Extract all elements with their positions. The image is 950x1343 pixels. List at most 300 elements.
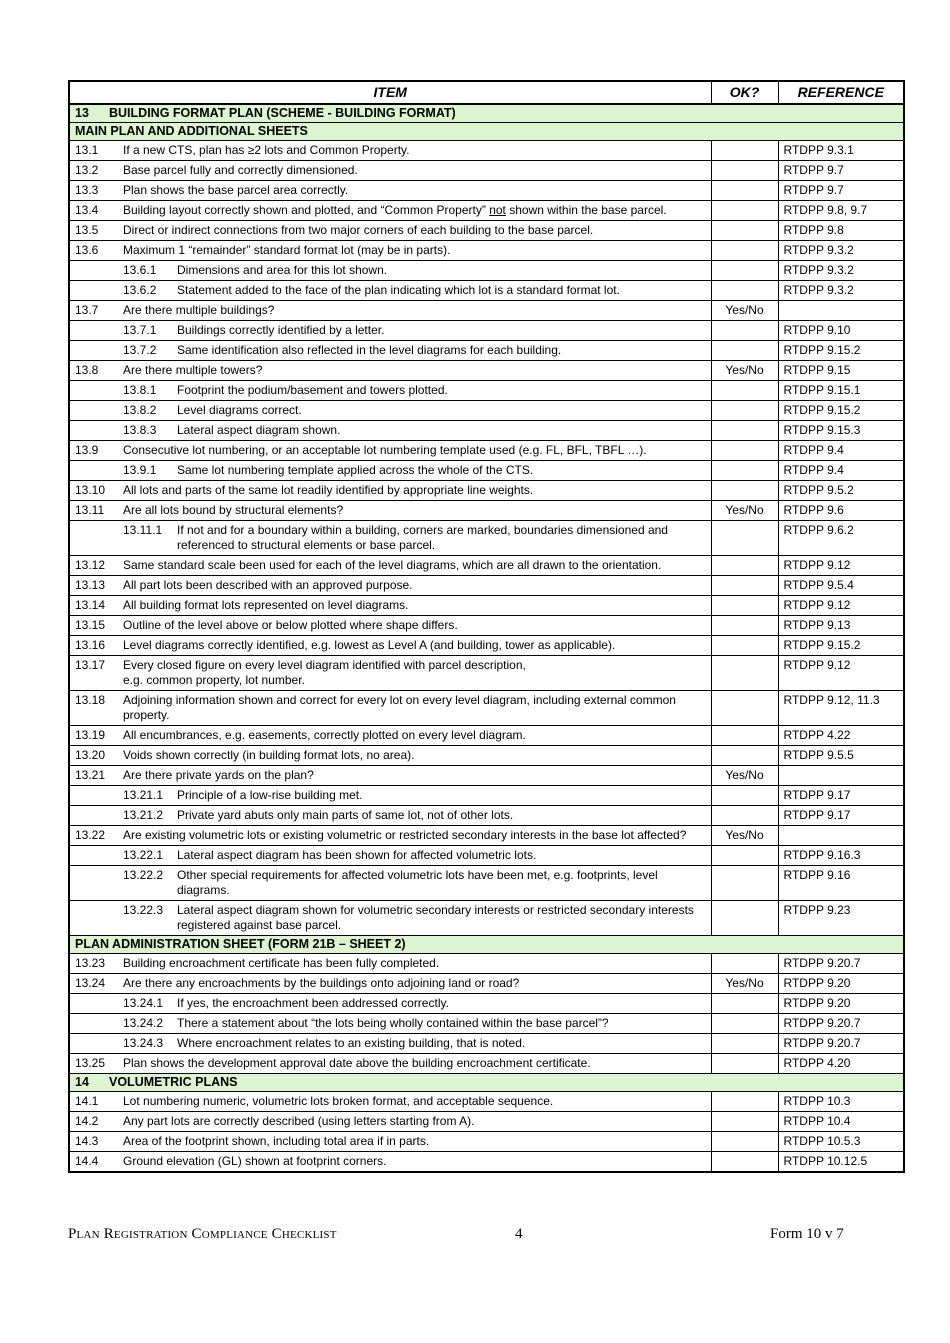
item-text: Level diagrams correctly identified, e.g. lowest as Level A (and building, tower as applicable). [123, 638, 616, 652]
item-number-empty [69, 846, 118, 866]
reference-cell: RTDPP 9.16.3 [778, 846, 904, 866]
checklist-subitem-row [69, 341, 904, 361]
subitem-description [118, 901, 711, 936]
item-text: Maximum 1 “remainder” standard format lot (may be in parts). [123, 243, 451, 257]
subitem-wrap [123, 788, 706, 803]
ok-cell[interactable] [711, 461, 778, 481]
subitem-wrap [123, 403, 706, 418]
ok-cell[interactable] [711, 341, 778, 361]
section-number: 14 [75, 1075, 89, 1089]
item-text: Are there multiple buildings? [123, 303, 275, 317]
item-text: Building encroachment certificate has been fully completed. [123, 956, 440, 970]
reference-cell: RTDPP 9.20 [778, 974, 904, 994]
compliance-checklist-table [68, 80, 905, 1173]
item-number-empty [69, 321, 118, 341]
ok-cell[interactable] [711, 221, 778, 241]
item-description [118, 691, 711, 726]
ok-cell[interactable] [711, 556, 778, 576]
item-number: 13.4 [69, 201, 118, 221]
ok-cell[interactable] [711, 656, 778, 691]
reference-cell: RTDPP 9.4 [778, 441, 904, 461]
item-description [118, 221, 711, 241]
item-description [118, 826, 711, 846]
subitem-number: 13.24.1 [123, 996, 164, 1010]
item-number-empty [69, 1014, 118, 1034]
ok-cell[interactable]: Yes/No [711, 361, 778, 381]
ok-cell[interactable] [711, 201, 778, 221]
ok-cell[interactable] [711, 181, 778, 201]
subitem-number: 13.22.3 [123, 903, 164, 917]
subitem-text: Footprint the podium/basement and towers plotted. [177, 383, 448, 397]
item-text: Adjoining information shown and correct for every lot on every level diagram, including external common property. [123, 693, 676, 722]
ok-cell[interactable]: Yes/No [711, 974, 778, 994]
reference-cell: RTDPP 9.17 [778, 786, 904, 806]
reference-cell: RTDPP 9.15.1 [778, 381, 904, 401]
ok-cell[interactable] [711, 321, 778, 341]
checklist-item-row [69, 576, 904, 596]
subitem-description [118, 806, 711, 826]
subitem-text: Lateral aspect diagram shown. [177, 423, 341, 437]
reference-cell: RTDPP 9.8 [778, 221, 904, 241]
reference-cell: RTDPP 9.12 [778, 656, 904, 691]
subitem-wrap [123, 263, 706, 278]
ok-cell[interactable] [711, 576, 778, 596]
ok-cell[interactable]: Yes/No [711, 766, 778, 786]
item-text: Are there multiple towers? [123, 363, 263, 377]
ok-cell[interactable] [711, 281, 778, 301]
reference-cell: RTDPP 9.12, 11.3 [778, 691, 904, 726]
subitem-text: Dimensions and area for this lot shown. [177, 263, 388, 277]
item-number-empty [69, 421, 118, 441]
subitem-text: There a statement about “the lots being wholly contained within the base parcel”? [177, 1016, 609, 1030]
checklist-item-row [69, 1112, 904, 1132]
ok-cell[interactable] [711, 241, 778, 261]
item-number: 14.4 [69, 1152, 118, 1173]
reference-cell: RTDPP 9.3.2 [778, 261, 904, 281]
section-title: MAIN PLAN AND ADDITIONAL SHEETS [75, 124, 308, 138]
item-number: 13.25 [69, 1054, 118, 1074]
subitem-text: Lateral aspect diagram shown for volumetric secondary interests or restricted secondary interests registered against base parcel. [177, 903, 694, 932]
checklist-subitem-row [69, 521, 904, 556]
checklist-item-row [69, 726, 904, 746]
checklist-item-row [69, 1152, 904, 1173]
ok-cell[interactable] [711, 954, 778, 974]
checklist-subitem-row [69, 846, 904, 866]
subitem-text: Buildings correctly identified by a letter. [177, 323, 385, 337]
item-description [118, 974, 711, 994]
subitem-description [118, 461, 711, 481]
checklist-item-row [69, 181, 904, 201]
item-number-empty [69, 461, 118, 481]
section-title: VOLUMETRIC PLANS [109, 1075, 238, 1089]
checklist-subitem-row [69, 261, 904, 281]
item-description [118, 1152, 711, 1173]
ok-cell[interactable] [711, 691, 778, 726]
item-description [118, 616, 711, 636]
ok-cell[interactable] [711, 381, 778, 401]
subitem-wrap [123, 848, 706, 863]
ok-cell[interactable] [711, 161, 778, 181]
reference-cell: RTDPP 9.16 [778, 866, 904, 901]
ok-cell[interactable] [711, 616, 778, 636]
ok-cell[interactable]: Yes/No [711, 301, 778, 321]
item-text: All part lots been described with an approved purpose. [123, 578, 413, 592]
checklist-item-row [69, 656, 904, 691]
item-number: 14.1 [69, 1092, 118, 1112]
ok-cell[interactable] [711, 141, 778, 161]
item-description [118, 241, 711, 261]
checklist-subitem-row [69, 866, 904, 901]
reference-cell: RTDPP 9.13 [778, 616, 904, 636]
checklist-item-row [69, 301, 904, 321]
ok-cell[interactable]: Yes/No [711, 826, 778, 846]
subitem-text: If yes, the encroachment been addressed correctly. [177, 996, 449, 1010]
subitem-wrap [123, 463, 706, 478]
subitem-number: 13.11.1 [123, 523, 163, 537]
item-number: 13.8 [69, 361, 118, 381]
section-number: 13 [75, 106, 89, 120]
table-header-row [69, 81, 904, 104]
item-text: Outline of the level above or below plotted where shape differs. [123, 618, 458, 632]
subitem-text: Statement added to the face of the plan indicating which lot is a standard format lot. [177, 283, 620, 297]
reference-cell: RTDPP 9.10 [778, 321, 904, 341]
item-number-empty [69, 281, 118, 301]
item-number: 14.2 [69, 1112, 118, 1132]
checklist-item-row [69, 766, 904, 786]
subitem-description [118, 341, 711, 361]
item-number: 13.9 [69, 441, 118, 461]
checklist-item-row [69, 1054, 904, 1074]
item-text: Any part lots are correctly described (using letters starting from A). [123, 1114, 475, 1128]
reference-cell: RTDPP 9.23 [778, 901, 904, 936]
reference-cell: RTDPP 10.12.5 [778, 1152, 904, 1173]
item-number-empty [69, 786, 118, 806]
item-description [118, 161, 711, 181]
checklist-subitem-row [69, 806, 904, 826]
section-header-row [69, 104, 904, 123]
subitem-description [118, 401, 711, 421]
item-description [118, 576, 711, 596]
checklist-item-row [69, 826, 904, 846]
checklist-subitem-row [69, 901, 904, 936]
item-description [118, 656, 711, 691]
item-column-header: ITEM [69, 81, 711, 104]
reference-cell: RTDPP 9.3.1 [778, 141, 904, 161]
reference-cell: RTDPP 9.3.2 [778, 281, 904, 301]
item-text-line2: e.g. common property, lot number. [123, 673, 305, 687]
checklist-item-row [69, 1132, 904, 1152]
checklist-subitem-row [69, 786, 904, 806]
subitem-number: 13.24.3 [123, 1036, 164, 1050]
checklist-item-row [69, 746, 904, 766]
checklist-item-row [69, 361, 904, 381]
item-number-empty [69, 521, 118, 556]
subitem-wrap [123, 523, 706, 553]
item-text: Consecutive lot numbering, or an acceptable lot numbering template used (e.g. FL, BFL, TBFL …). [123, 443, 647, 457]
subitem-number: 13.8.1 [123, 383, 157, 397]
section-header-cell [69, 123, 904, 141]
item-number-empty [69, 381, 118, 401]
subitem-wrap [123, 996, 706, 1011]
reference-cell: RTDPP 4.22 [778, 726, 904, 746]
reference-cell: RTDPP 9.15.2 [778, 341, 904, 361]
checklist-body [69, 104, 904, 1172]
reference-cell: RTDPP 9.6.2 [778, 521, 904, 556]
ok-cell[interactable] [711, 806, 778, 826]
item-description [118, 301, 711, 321]
item-description [118, 141, 711, 161]
ok-cell[interactable] [711, 901, 778, 936]
item-text: Ground elevation (GL) shown at footprint corners. [123, 1154, 387, 1168]
subitem-wrap [123, 343, 706, 358]
subitem-wrap [123, 868, 706, 898]
item-description [118, 201, 711, 221]
subitem-description [118, 381, 711, 401]
item-text: Area of the footprint shown, including total area if in parts. [123, 1134, 430, 1148]
reference-cell: RTDPP 9.15 [778, 361, 904, 381]
ok-cell[interactable] [711, 521, 778, 556]
checklist-item-row [69, 201, 904, 221]
ok-cell[interactable] [711, 726, 778, 746]
ok-cell[interactable] [711, 866, 778, 901]
ok-cell[interactable] [711, 846, 778, 866]
subitem-wrap [123, 1036, 706, 1051]
ok-cell[interactable] [711, 441, 778, 461]
subitem-number: 13.8.2 [123, 403, 157, 417]
item-text-part: Building layout correctly shown and plotted, and “Common Property” [123, 203, 490, 217]
subitem-text: Level diagrams correct. [177, 403, 302, 417]
subitem-text: Same lot numbering template applied across the whole of the CTS. [177, 463, 534, 477]
item-description [118, 481, 711, 501]
subitem-description [118, 1014, 711, 1034]
reference-cell: RTDPP 9.6 [778, 501, 904, 521]
item-text-part: shown within the base parcel. [505, 203, 667, 217]
item-description [118, 556, 711, 576]
reference-cell: RTDPP 4.20 [778, 1054, 904, 1074]
item-text: Are there private yards on the plan? [123, 768, 314, 782]
subitem-wrap [123, 383, 706, 398]
subitem-number: 13.9.1 [123, 463, 157, 477]
subitem-number: 13.22.1 [123, 848, 164, 862]
reference-cell: RTDPP 9.5.2 [778, 481, 904, 501]
subitem-wrap [123, 1016, 706, 1031]
subitem-description [118, 321, 711, 341]
item-description [118, 501, 711, 521]
checklist-item-row [69, 596, 904, 616]
item-number-empty [69, 341, 118, 361]
section-header-cell [69, 936, 904, 954]
subitem-text: Lateral aspect diagram has been shown for affected volumetric lots. [177, 848, 537, 862]
ok-cell[interactable] [711, 1112, 778, 1132]
ok-cell[interactable] [711, 421, 778, 441]
ok-cell[interactable]: Yes/No [711, 501, 778, 521]
subitem-text: If not and for a boundary within a building, corners are marked, boundaries dimensioned and referenced to structural elements or base parcel. [177, 523, 668, 552]
footer-title: Plan Registration Compliance Checklist [68, 1226, 337, 1242]
subitem-number: 13.7.1 [123, 323, 157, 337]
item-number: 13.15 [69, 616, 118, 636]
section-title: PLAN ADMINISTRATION SHEET (FORM 21B – SHEET 2) [75, 937, 406, 951]
item-number: 14.3 [69, 1132, 118, 1152]
item-description [118, 441, 711, 461]
item-description [118, 746, 711, 766]
item-text: Plan shows the base parcel area correctly. [123, 183, 349, 197]
reference-cell: RTDPP 9.17 [778, 806, 904, 826]
ok-cell[interactable] [711, 1054, 778, 1074]
item-description [118, 1132, 711, 1152]
checklist-item-row [69, 1092, 904, 1112]
item-number: 13.12 [69, 556, 118, 576]
ok-cell[interactable] [711, 481, 778, 501]
item-text: Plan shows the development approval date above the building encroachment certificate. [123, 1056, 591, 1070]
footer-form-version: Form 10 v 7 [770, 1226, 844, 1242]
checklist-item-row [69, 221, 904, 241]
item-text: All lots and parts of the same lot readily identified by appropriate line weights. [123, 483, 534, 497]
checklist-item-row [69, 241, 904, 261]
reference-cell: RTDPP 9.7 [778, 161, 904, 181]
reference-cell: RTDPP 9.5.4 [778, 576, 904, 596]
reference-cell [778, 766, 904, 786]
checklist-subitem-row [69, 1014, 904, 1034]
checklist-item-row [69, 974, 904, 994]
subitem-number: 13.6.2 [123, 283, 157, 297]
subitem-wrap [123, 323, 706, 338]
item-number: 13.1 [69, 141, 118, 161]
item-description [118, 181, 711, 201]
ok-cell[interactable] [711, 994, 778, 1014]
section-header-row [69, 936, 904, 954]
item-description [118, 1092, 711, 1112]
reference-cell: RTDPP 9.15.3 [778, 421, 904, 441]
reference-cell: RTDPP 9.12 [778, 556, 904, 576]
reference-cell: RTDPP 9.3.2 [778, 241, 904, 261]
ok-cell[interactable] [711, 401, 778, 421]
item-number: 13.3 [69, 181, 118, 201]
subitem-description [118, 421, 711, 441]
subitem-text: Principle of a low-rise building met. [177, 788, 363, 802]
checklist-subitem-row [69, 461, 904, 481]
item-number: 13.17 [69, 656, 118, 691]
item-number: 13.22 [69, 826, 118, 846]
reference-cell: RTDPP 10.3 [778, 1092, 904, 1112]
checklist-item-row [69, 636, 904, 656]
ok-cell[interactable] [711, 1132, 778, 1152]
subitem-description [118, 1034, 711, 1054]
ok-cell[interactable] [711, 636, 778, 656]
item-number-empty [69, 994, 118, 1014]
checklist-item-row [69, 616, 904, 636]
ok-cell[interactable] [711, 746, 778, 766]
checklist-item-row [69, 441, 904, 461]
item-text: All building format lots represented on level diagrams. [123, 598, 409, 612]
subitem-number: 13.7.2 [123, 343, 157, 357]
subitem-number: 13.6.1 [123, 263, 157, 277]
subitem-text: Other special requirements for affected volumetric lots have been met, e.g. footprints, level diagrams. [177, 868, 658, 897]
item-description [118, 636, 711, 656]
subitem-description [118, 994, 711, 1014]
ok-cell[interactable] [711, 1152, 778, 1173]
checklist-subitem-row [69, 381, 904, 401]
checklist-subitem-row [69, 281, 904, 301]
reference-cell: RTDPP 9.20.7 [778, 1034, 904, 1054]
reference-column-header: REFERENCE [778, 81, 904, 104]
ok-cell[interactable] [711, 786, 778, 806]
item-number-empty [69, 866, 118, 901]
item-number: 13.2 [69, 161, 118, 181]
subitem-wrap [123, 903, 706, 933]
item-text: Direct or indirect connections from two major corners of each building to the base parcel. [123, 223, 594, 237]
ok-cell[interactable] [711, 261, 778, 281]
subitem-number: 13.24.2 [123, 1016, 164, 1030]
checklist-subitem-row [69, 994, 904, 1014]
section-header-cell [69, 104, 904, 123]
reference-cell [778, 301, 904, 321]
subitem-wrap [123, 808, 706, 823]
item-text: Same standard scale been used for each of the level diagrams, which are all drawn to the orientation. [123, 558, 662, 572]
ok-cell[interactable] [711, 596, 778, 616]
checklist-item-row [69, 481, 904, 501]
subitem-wrap [123, 423, 706, 438]
subitem-text: Where encroachment relates to an existing building, that is noted. [177, 1036, 526, 1050]
reference-cell: RTDPP 9.5.5 [778, 746, 904, 766]
subitem-description [118, 846, 711, 866]
item-description [118, 766, 711, 786]
reference-cell: RTDPP 9.20.7 [778, 954, 904, 974]
checklist-subitem-row [69, 401, 904, 421]
subitem-number: 13.21.1 [123, 788, 164, 802]
ok-cell[interactable] [711, 1092, 778, 1112]
item-number-empty [69, 401, 118, 421]
item-text-underlined: not [489, 203, 506, 217]
item-number-empty [69, 901, 118, 936]
item-number: 13.14 [69, 596, 118, 616]
subitem-description [118, 521, 711, 556]
reference-cell: RTDPP 9.7 [778, 181, 904, 201]
subitem-number: 13.22.2 [123, 868, 164, 882]
subitem-text: Private yard abuts only main parts of same lot, not of other lots. [177, 808, 514, 822]
item-number: 13.21 [69, 766, 118, 786]
item-number: 13.16 [69, 636, 118, 656]
item-number: 13.5 [69, 221, 118, 241]
ok-cell[interactable] [711, 1014, 778, 1034]
item-number: 13.7 [69, 301, 118, 321]
reference-cell: RTDPP 9.20 [778, 994, 904, 1014]
reference-cell: RTDPP 10.5.3 [778, 1132, 904, 1152]
reference-cell: RTDPP 9.15.2 [778, 401, 904, 421]
checklist-subitem-row [69, 1034, 904, 1054]
item-text: Voids shown correctly (in building format lots, no area). [123, 748, 415, 762]
item-number: 13.19 [69, 726, 118, 746]
item-description [118, 596, 711, 616]
item-description [118, 954, 711, 974]
item-text: Are there any encroachments by the buildings onto adjoining land or road? [123, 976, 520, 990]
item-number: 13.10 [69, 481, 118, 501]
section-header-row [69, 1074, 904, 1092]
checklist-subitem-row [69, 421, 904, 441]
reference-cell: RTDPP 9.8, 9.7 [778, 201, 904, 221]
section-header-cell [69, 1074, 904, 1092]
subitem-text: Same identification also reflected in the level diagrams for each building. [177, 343, 562, 357]
ok-cell[interactable] [711, 1034, 778, 1054]
checklist-item-row [69, 556, 904, 576]
item-description [118, 1054, 711, 1074]
subitem-number: 13.8.3 [123, 423, 157, 437]
reference-cell: RTDPP 9.15.2 [778, 636, 904, 656]
subitem-description [118, 261, 711, 281]
item-text: Lot numbering numeric, volumetric lots broken format, and acceptable sequence. [123, 1094, 554, 1108]
reference-cell: RTDPP 9.12 [778, 596, 904, 616]
item-number: 13.13 [69, 576, 118, 596]
item-number: 13.18 [69, 691, 118, 726]
